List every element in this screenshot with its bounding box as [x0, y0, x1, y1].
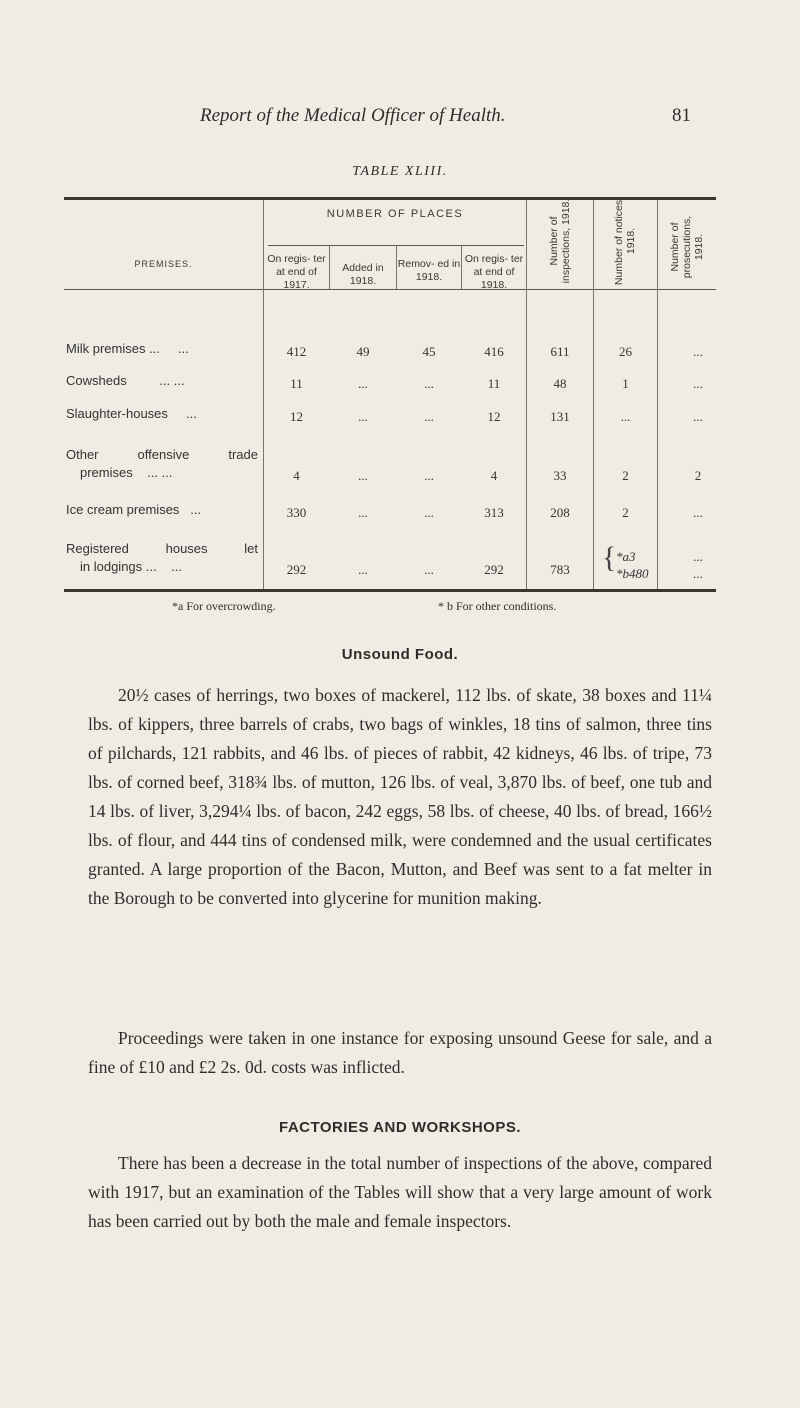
footnote-a: *a For overcrowding.	[172, 599, 276, 613]
header-bottom-rule	[64, 289, 716, 290]
unsound-food-paragraph: 20½ cases of herrings, two boxes of mackerel, 112 lbs. of skate, 38 boxes and 11¼ lbs. of kippers, three barrels of crabs, two bags of winkles, 18 tins of salmon, three tins of pilchards, 121 rabbits, and 46 lbs. of pieces of rabbit, 42 kidneys, 46 lbs. of tripe, 73 lbs. of corned beef, 318¾ lbs. of mutton, 126 lbs. of veal, 3,870 lbs. of beef, one tub and 14 lbs. of liver, 3,294¼ lbs. of bacon, 242 eggs, 58 lbs. of cheese, 40 lbs. of bread, 166½ lbs. of flour, and 444 tins of condensed milk, were condemned and the usual certificates granted. A large proportion of the Bacon, Mutton, and Beef was sent to a fat melter in the Borough to be converted into glycerine for munition making.	[88, 685, 712, 908]
table-cell: *a3	[616, 549, 636, 564]
unsound-food-heading: Unsound Food.	[341, 646, 459, 663]
table-cell: 26	[619, 344, 632, 359]
table-cell: ...	[693, 409, 703, 424]
table-cell: 412	[286, 344, 307, 359]
running-header	[0, 105, 800, 135]
table-cell: ...	[620, 409, 631, 424]
table-row-label: Other offensive trade premises ... ...	[66, 447, 258, 480]
table-cell: 12	[487, 409, 501, 424]
table-cell: ...	[424, 562, 434, 577]
table-cell: 45	[422, 344, 436, 359]
table-row-label: Registered houses let in lodgings ... ...	[66, 541, 258, 574]
table-cell: 611	[550, 344, 570, 359]
col-header-added-1918: Added in 1918.	[342, 262, 384, 287]
table-cell: 12	[290, 409, 303, 424]
proceedings-paragraph: Proceedings were taken in one instance for exposing unsound Geese for sale, and a fine of £10 and £2 2s. 0d. costs was inflicted.	[88, 1028, 712, 1077]
table-cell: ...	[358, 409, 368, 424]
col-header-prosecutions: Number of prosecutions, 1918.	[669, 215, 705, 279]
col-header-register-1918: On regis- ter at end of 1918.	[464, 253, 524, 291]
table-cell: ...	[693, 505, 703, 520]
table-cell: 4	[490, 468, 498, 483]
table-cell: ...	[358, 376, 368, 391]
table-bottom-rule	[64, 589, 716, 592]
number-of-places-header: NUMBER OF PLACES	[326, 208, 464, 220]
table-row-label: Cowsheds ... ...	[66, 373, 185, 388]
factories-heading: FACTORIES AND WORKSHOPS.	[278, 1119, 522, 1136]
table-cell: ...	[693, 549, 703, 564]
table-cell: 48	[553, 376, 567, 391]
table-cell: ...	[424, 505, 434, 520]
factories-paragraph: There has been a decrease in the total number of inspections of the above, compared with 1917, but an examination of the Tables will show that a very large amount of work has been carried out by both the male and female inspectors.	[88, 1153, 712, 1231]
table-row-label: Ice cream premises ...	[66, 502, 202, 517]
table-cell: *b480	[616, 566, 649, 581]
table-cell: ...	[358, 468, 368, 483]
col-divider	[593, 200, 594, 589]
premises-header: PREMISES.	[134, 259, 193, 269]
table-title: TABLE XLIII.	[352, 164, 448, 179]
table-cell: ...	[424, 468, 434, 483]
table-cell: 2	[622, 468, 629, 483]
col-header-notices: Number of notices, 1918.	[613, 196, 637, 286]
report-title: Report of the Medical Officer of Health.	[200, 105, 506, 126]
col-divider	[657, 200, 658, 589]
table-row-label: Slaughter-houses ...	[66, 406, 197, 421]
table-cell: 1	[622, 376, 629, 391]
table-cell: 292	[286, 562, 307, 577]
table-cell: 330	[286, 505, 307, 520]
table-cell: 33	[553, 468, 567, 483]
col-divider	[526, 200, 527, 589]
col-header-removed-1918: Remov- ed in 1918.	[397, 258, 461, 283]
table-cell: ...	[693, 344, 703, 359]
table-cell: ...	[358, 505, 368, 520]
table-cell: 49	[356, 344, 370, 359]
table-cell: ...	[693, 566, 703, 581]
table-cell: 416	[484, 344, 504, 359]
table-cell: ...	[693, 376, 703, 391]
table-cell: 11	[290, 376, 303, 391]
page-number: 81	[672, 105, 691, 126]
table-cell: ...	[424, 376, 434, 391]
table-cell: 783	[550, 562, 570, 577]
col-header-inspections: Number of inspections, 1918.	[548, 198, 572, 284]
table-cell: 2	[694, 468, 702, 483]
table-cell: 11	[487, 376, 501, 391]
table-cell: ...	[358, 562, 368, 577]
table-cell: 131	[550, 409, 570, 424]
table-cell: 4	[293, 468, 300, 483]
col-header-register-1917: On regis- ter at end of 1917.	[267, 253, 326, 291]
table-cell: 292	[484, 562, 504, 577]
brace-glyph: {	[602, 541, 617, 574]
footnote-b: * b For other conditions.	[438, 599, 557, 613]
table-row-label: Milk premises ... ...	[66, 341, 189, 356]
table-cell: 208	[550, 505, 570, 520]
table-cell: ...	[424, 409, 434, 424]
table-cell: 2	[622, 505, 629, 520]
table-cell: 313	[484, 505, 504, 520]
